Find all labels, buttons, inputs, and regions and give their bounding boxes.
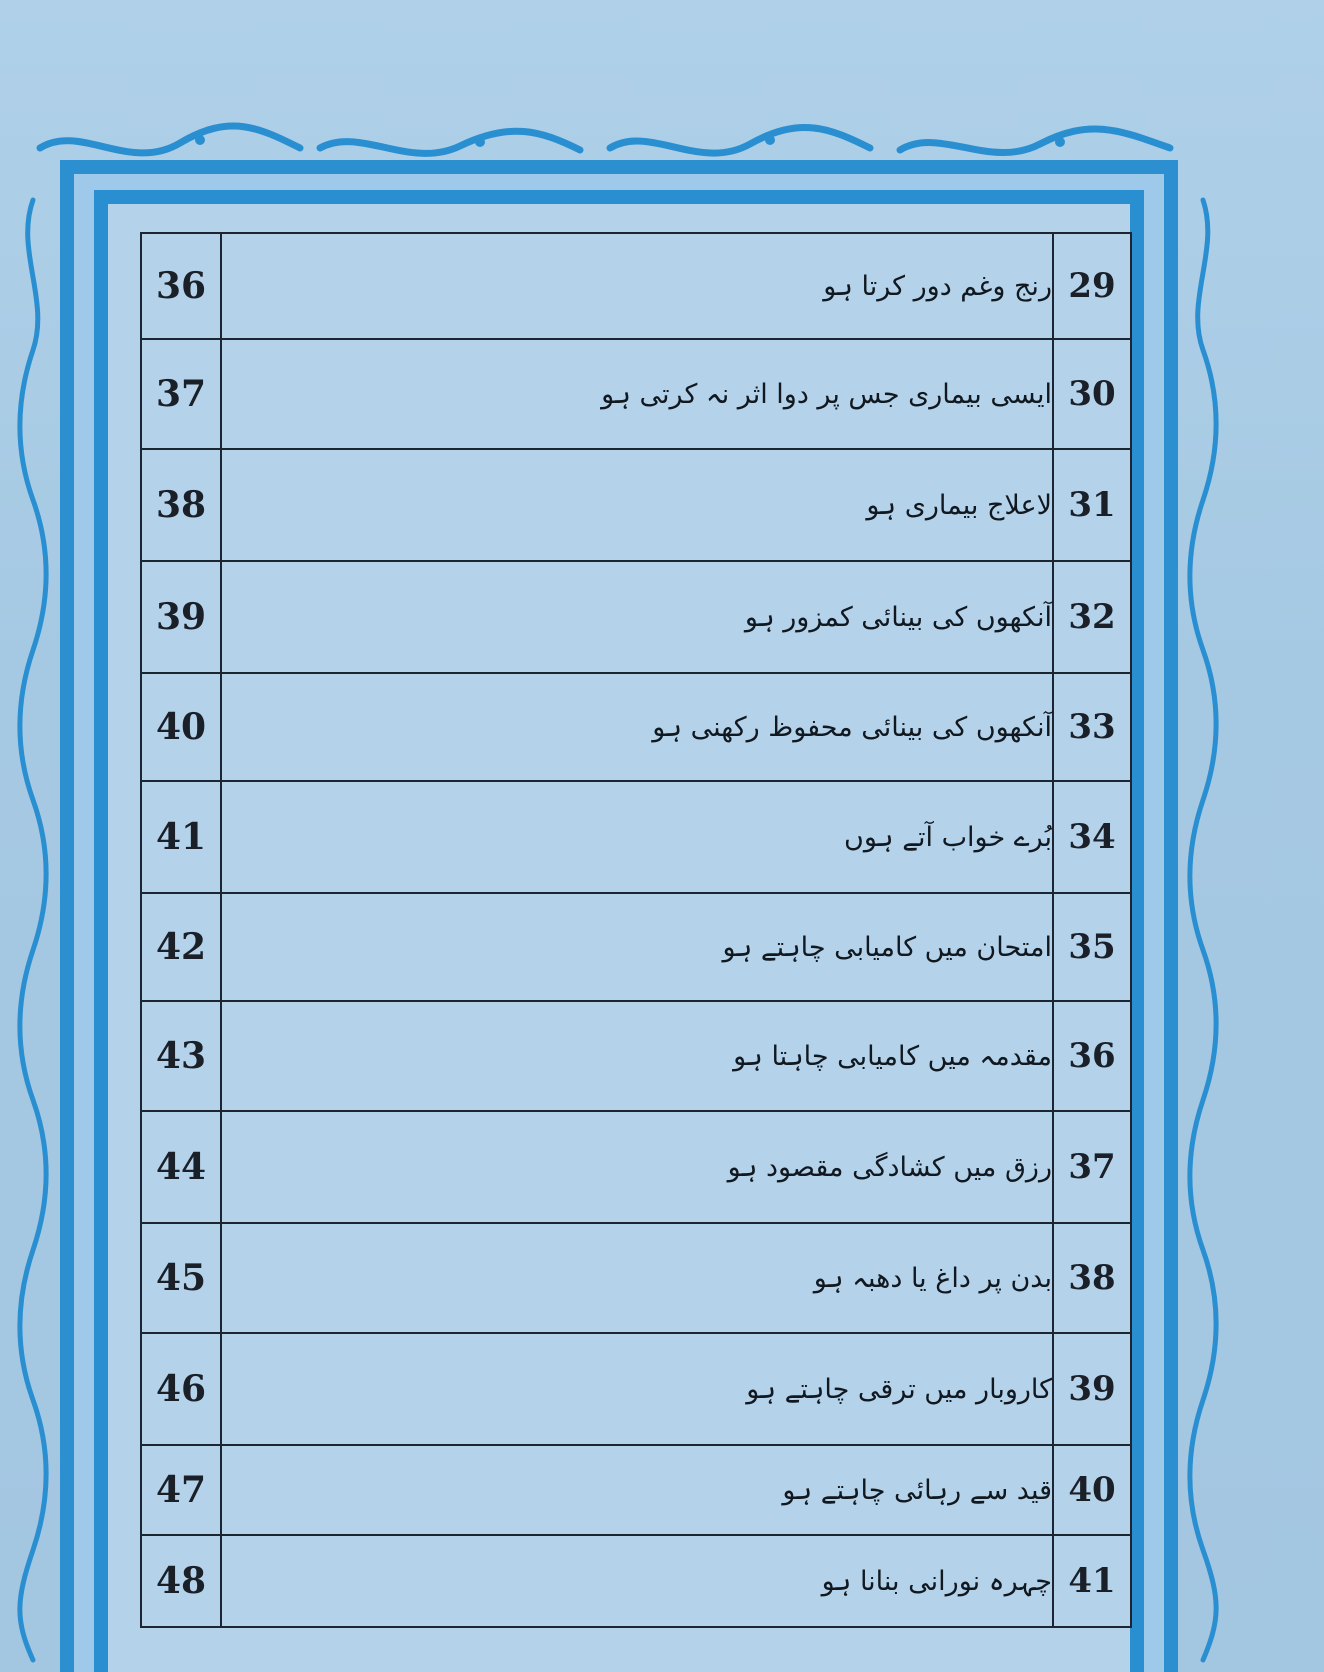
- table-row: [141, 1535, 1131, 1627]
- serial-number: 34: [1053, 781, 1131, 893]
- table-row: [141, 233, 1131, 339]
- table-row: [141, 561, 1131, 673]
- page-number: 37: [141, 339, 221, 449]
- entry-title-text: چہرہ نورانی بنانا ہو: [821, 1565, 1052, 1597]
- entry-title-text: لاعلاج بیماری ہو: [866, 489, 1052, 521]
- entry-title: [221, 1333, 1053, 1445]
- left-border-ornament: [10, 190, 56, 1670]
- table-row: [141, 1223, 1131, 1333]
- table-row: [141, 781, 1131, 893]
- serial-number: 35: [1053, 893, 1131, 1001]
- serial-number: 31: [1053, 449, 1131, 561]
- entry-title: [221, 893, 1053, 1001]
- page-number: 40: [141, 673, 221, 781]
- right-border-ornament: [1180, 190, 1226, 1670]
- page-number: 39: [141, 561, 221, 673]
- entry-title: [221, 1223, 1053, 1333]
- entry-title-text: ایسی بیماری جس پر دوا اثر نہ کرتی ہو: [601, 378, 1052, 410]
- table-row: [141, 893, 1131, 1001]
- page-number: 36: [141, 233, 221, 339]
- table-row: [141, 1111, 1131, 1223]
- serial-number: 29: [1053, 233, 1131, 339]
- serial-number: 40: [1053, 1445, 1131, 1535]
- page-number: 43: [141, 1001, 221, 1111]
- page-number: 48: [141, 1535, 221, 1627]
- contents-table-body: [141, 233, 1131, 1627]
- entry-title: [221, 1001, 1053, 1111]
- entry-title: [221, 781, 1053, 893]
- page-number: 38: [141, 449, 221, 561]
- entry-title-text: مقدمہ میں کامیابی چاہتا ہو: [733, 1040, 1052, 1072]
- serial-number: 33: [1053, 673, 1131, 781]
- serial-number: 36: [1053, 1001, 1131, 1111]
- entry-title: [221, 1535, 1053, 1627]
- serial-number: 37: [1053, 1111, 1131, 1223]
- page-number: 42: [141, 893, 221, 1001]
- entry-title-text: بُرے خواب آتے ہوں: [844, 821, 1052, 853]
- entry-title-text: قید سے رہائی چاہتے ہو: [782, 1474, 1052, 1506]
- entry-title: [221, 339, 1053, 449]
- table-row: [141, 1445, 1131, 1535]
- entry-title: [221, 673, 1053, 781]
- page-number: 46: [141, 1333, 221, 1445]
- entry-title: [221, 233, 1053, 339]
- entry-title: [221, 1445, 1053, 1535]
- table-row: [141, 339, 1131, 449]
- serial-number: 39: [1053, 1333, 1131, 1445]
- serial-number: 30: [1053, 339, 1131, 449]
- entry-title-text: بدن پر داغ یا دھبہ ہو: [813, 1262, 1052, 1294]
- table-row: [141, 1001, 1131, 1111]
- table-row: [141, 673, 1131, 781]
- table-row: [141, 449, 1131, 561]
- page-number: 45: [141, 1223, 221, 1333]
- serial-number: 32: [1053, 561, 1131, 673]
- entry-title: [221, 561, 1053, 673]
- entry-title-text: امتحان میں کامیابی چاہتے ہو: [722, 931, 1052, 963]
- contents-table: [140, 232, 1132, 1628]
- entry-title: [221, 1111, 1053, 1223]
- serial-number: 38: [1053, 1223, 1131, 1333]
- page-number: 44: [141, 1111, 221, 1223]
- entry-title-text: رزق میں کشادگی مقصود ہو: [727, 1151, 1052, 1183]
- entry-title-text: آنکھوں کی بینائی کمزور ہو: [744, 601, 1052, 633]
- entry-title-text: رنج وغم دور کرتا ہو: [823, 270, 1052, 302]
- entry-title-text: آنکھوں کی بینائی محفوظ رکھنی ہو: [652, 711, 1052, 743]
- serial-number: 41: [1053, 1535, 1131, 1627]
- table-row: [141, 1333, 1131, 1445]
- page-number: 47: [141, 1445, 221, 1535]
- page-number: 41: [141, 781, 221, 893]
- entry-title-text: کاروبار میں ترقی چاہتے ہو: [746, 1373, 1052, 1405]
- entry-title: [221, 449, 1053, 561]
